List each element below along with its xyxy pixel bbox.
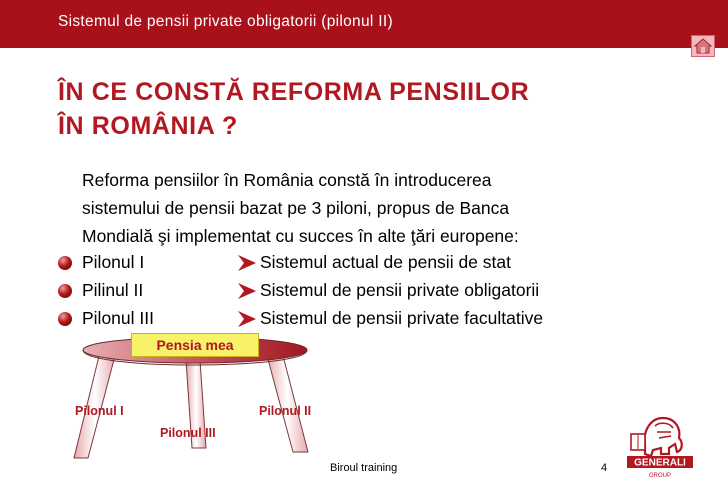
pillar-label: Pilonul III <box>82 308 154 328</box>
pillar-description: Sistemul de pensii private obligatorii <box>260 280 540 300</box>
red-sphere-bullet-icon <box>58 284 72 298</box>
slide-title-line-1: ÎN CE CONSTĂ REFORMA PENSIILOR <box>58 78 530 106</box>
svg-text:GENERALI: GENERALI <box>634 457 686 469</box>
header-title: Sistemul de pensii private obligatorii (pilonul II) <box>58 13 393 30</box>
page-number: 4 <box>601 462 608 474</box>
pillar-list <box>58 250 658 334</box>
leg-label-pilonul-2: Pilonul II <box>259 404 312 418</box>
home-button[interactable] <box>691 35 715 57</box>
intro-line: Mondială şi implementat cu succes în alte ţări europene: <box>82 226 519 246</box>
pillar-label: Pilonul I <box>82 252 145 272</box>
stool-leg-pilonul-2 <box>266 352 308 452</box>
arrow-right-icon <box>238 283 256 299</box>
home-icon <box>692 36 714 56</box>
pillar-description: Sistemul de pensii private facultative <box>260 308 544 328</box>
intro-line: Reforma pensiilor în România constă în introducerea <box>82 170 492 190</box>
pillar-description: Sistemul actual de pensii de stat <box>260 252 511 272</box>
arrow-right-icon <box>238 255 256 271</box>
intro-line: sistemului de pensii bazat pe 3 piloni, propus de Banca <box>82 198 510 218</box>
pillar-item-1 <box>58 250 658 278</box>
slide-header <box>0 0 728 48</box>
generali-lion-logo <box>625 404 695 480</box>
leg-label-pilonul-3: Pilonul III <box>160 426 216 440</box>
intro-paragraph <box>82 166 642 250</box>
arrow-right-icon <box>238 311 256 327</box>
red-sphere-bullet-icon <box>58 312 72 326</box>
slide-title <box>58 75 678 143</box>
leg-label-pilonul-1: Pilonul I <box>75 404 124 418</box>
svg-text:GROUP: GROUP <box>648 473 672 479</box>
pensia-mea-label: Pensia mea <box>131 333 259 357</box>
footer-text: Biroul training <box>330 462 398 474</box>
red-sphere-bullet-icon <box>58 256 72 270</box>
slide-title-line-2: ÎN ROMÂNIA ? <box>58 112 238 140</box>
pillar-label: Pilinul II <box>82 280 144 300</box>
pillar-item-2 <box>58 278 658 306</box>
